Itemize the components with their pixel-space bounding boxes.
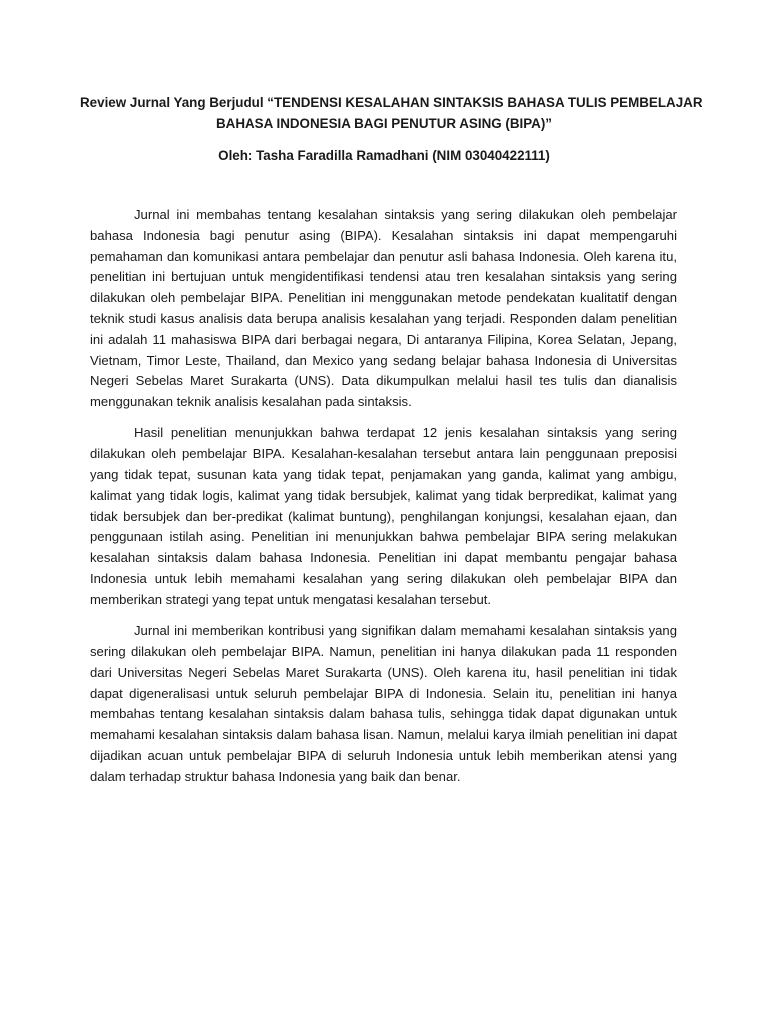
title-line-2: BAHASA INDONESIA BAGI PENUTUR ASING (BIPA)” [215, 116, 552, 131]
paragraph-1: Jurnal ini membahas tentang kesalahan sintaksis yang sering dilakukan oleh pembelajar bahasa Indonesia bagi penutur asing (BIPA). Kesalahan sintaksis ini dapat mempengaruhi pemahaman dan komunikasi antara pembelajar dan penutur asli bahasa Indonesia. Oleh karena itu, penelitian ini bertujuan untuk mengidentifikasi tendensi atau tren kesalahan sintaksis yang sering dilakukan oleh pembelajar BIPA. Penelitian ini menggunakan metode pendekatan kualitatif dengan teknik studi kasus analisis data berupa analisis kesalahan yang terjadi. Responden dalam penelitian ini adalah 11 mahasiswa BIPA dari berbagai negara, Di antaranya Filipina, Korea Selatan, Jepang, Vietnam, Timor Leste, Thailand, dan Mexico yang sedang belajar bahasa Indonesia di Universitas Negeri Sebelas Maret Surakarta (UNS). Data dikumpulkan melalui hasil tes tulis dan dianalisis menggunakan teknik analisis kesalahan pada sintaksis. [90, 207, 677, 410]
document-title [80, 92, 703, 134]
title-line-1: Review Jurnal Yang Berjudul “TENDENSI KESALAHAN SINTAKSIS BAHASA TULIS PEMBELAJAR [80, 95, 703, 110]
document-body [90, 205, 677, 798]
author-line: Oleh: Tasha Faradilla Ramadhani (NIM 03040422111) [218, 148, 550, 163]
paragraph-3: Jurnal ini memberikan kontribusi yang signifikan dalam memahami kesalahan sintaksis yang sering dilakukan oleh pembelajar BIPA. Namun, penelitian ini hanya dilakukan pada 11 responden dari Universitas Negeri Sebelas Maret Surakarta (UNS). Oleh karena itu, hasil penelitian ini tidak dapat digeneralisasi untuk seluruh pembelajar BIPA di Indonesia. Selain itu, penelitian ini hanya membahas tentang kesalahan sintaksis dalam bahasa tulis, sehingga tidak dapat digunakan untuk memahami kesalahan sintaksis dalam bahasa lisan. Namun, melalui karya ilmiah penelitian ini dapat dijadikan acuan untuk pembelajar BIPA di seluruh Indonesia untuk lebih memberikan atensi yang dalam terhadap struktur bahasa Indonesia yang baik dan benar. [90, 623, 677, 784]
paragraph-2: Hasil penelitian menunjukkan bahwa terdapat 12 jenis kesalahan sintaksis yang sering dilakukan oleh pembelajar BIPA. Kesalahan-kesalahan tersebut antara lain penggunaan preposisi yang tidak tepat, susunan kata yang tidak tepat, penjamakan yang ganda, kalimat yang ambigu, kalimat yang tidak logis, kalimat yang tidak bersubjek, kalimat yang tidak berpredikat, kalimat yang tidak bersubjek dan ber-predikat (kalimat buntung), penghilangan konjungsi, kesalahan ejaan, dan penggunaan istilah asing. Penelitian ini menunjukkan bahwa pembelajar BIPA sering melakukan kesalahan sintaksis dalam bahasa Indonesia. Penelitian ini dapat membantu pengajar bahasa Indonesia untuk lebih memahami kesalahan yang sering dilakukan oleh pembelajar BIPA dan memberikan strategi yang tepat untuk mengatasi kesalahan tersebut. [90, 425, 677, 607]
